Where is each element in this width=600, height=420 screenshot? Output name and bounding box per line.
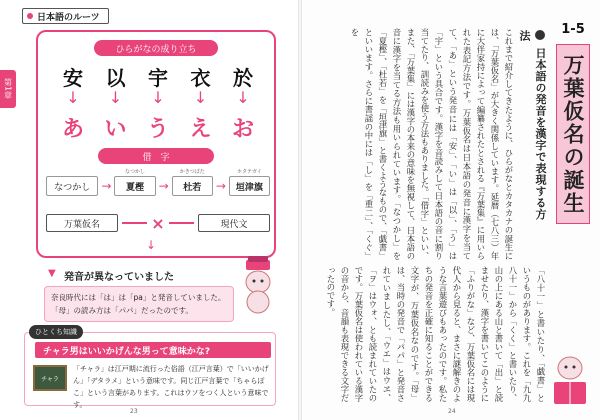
down-arrow-icon: ↓ [146, 238, 157, 252]
body-text-upper: これまで紹介してきたように、ひらがなとカタカナの誕生には、「万葉仮名」が大きく関係しています。延暦（七八三）年に大伴家持によって編纂されたとされる『万葉集』に用いられた表記方法です。万葉仮名は日本語の発音に漢字を当てて、「あ」という発音には「安」、「い」は「以」、「う」は「宇」という具合です。漢字を音読みして日本語の音に割り当てたり、訓読みを使う方法もありました。「借字」といい、また、「万葉集」には漢字の本来の意味を無視して、日本語の音に漢字を当てる方法も用いられています。「なつかし」を「夏樫」、「杜若」を「垣津旗」と書くようなもので、「戯書」といいます。さらに書謡の中には「し」を「重二」、「くぐ」を [350, 28, 514, 260]
kana-char: う [146, 117, 169, 142]
kana-char: い [104, 117, 127, 142]
tips-label: ひとくち知識 [29, 325, 83, 339]
shakuji-item [229, 169, 270, 196]
down-arrow-icon: ↓ [193, 88, 208, 107]
mascot-reading-icon [548, 352, 592, 410]
diagram-title: ひらがなの成り立ち [94, 40, 218, 56]
arrow-row [58, 90, 258, 106]
kanji-char: 宇 [148, 66, 168, 90]
section-label: 日本語のルーツ [22, 8, 109, 24]
mascot-icon [238, 256, 278, 314]
difference-text: 発音が異なっていました [64, 272, 174, 283]
shakuji-row [46, 169, 270, 200]
shakuji-item [172, 169, 213, 196]
note-box: 奈良時代には「は」は「pa」と発音していました。「母」の読み方は「パパ」だったのです。 [44, 286, 234, 322]
book-gutter [298, 0, 302, 420]
down-arrow-icon: ↓ [108, 88, 123, 107]
lead-text: 日本語の発音を漢字で表現する方法 [518, 30, 547, 220]
shakuji-title: 借 字 [98, 148, 214, 164]
eq-connector [169, 222, 194, 224]
body-text-lower: 「八十一」と書いたり、「戯書」というものがあります。これを「九九八十一」から「くく」と書いたり、山の上にある山と書いて「出」と読ませたり、漢字を書いてこのように「ふりがな」など、万葉仮名には現代人から見ると、まさに謎解きのような言葉遊びもあったのです。私たちの発音を正確に知ることができる文字が、万葉仮名なのです。「母」は、当時の発音で「パパ」と発音されていましたし、「ウエ」はウヱ、「ヲ」はウォ、とも読まれていたのです。万葉仮名は使われている漢字の音から、音韻も表現できる文字だったのです。 [326, 266, 546, 402]
eq-connector [122, 222, 147, 224]
shakuji-source: なつかし [46, 176, 98, 196]
down-arrow-icon: ↓ [236, 88, 250, 107]
right-arrow-icon: → [158, 179, 169, 193]
kana-char: お [231, 117, 254, 142]
kanji-char: 以 [105, 66, 126, 90]
tips-box [24, 328, 276, 409]
down-arrow-icon: ↓ [66, 88, 80, 107]
section-number: 1-5 [561, 22, 585, 37]
kana-char: え [189, 117, 212, 142]
comparison-equation [46, 212, 270, 234]
shakuji-ruby: かきつばた [179, 169, 205, 175]
down-arrow-icon: ▼ [48, 268, 56, 279]
kanji-row [58, 62, 258, 91]
shakuji-ruby: ホタテガイ [237, 169, 262, 175]
down-arrow-icon: ↓ [151, 88, 165, 107]
kanji-char: 於 [233, 66, 253, 90]
eq-right-box: 現代文 [198, 214, 270, 232]
chapter-tab[interactable]: 第1章 [0, 70, 16, 108]
eq-left-box: 万葉仮名 [46, 214, 118, 232]
page-number: 24 [448, 408, 456, 415]
kana-char: あ [61, 117, 84, 142]
page-number: 23 [130, 408, 138, 415]
not-equal-icon: × [151, 213, 165, 233]
shakuji-ruby: なつかし [125, 169, 146, 175]
page-title: 万葉仮名の誕生 [556, 44, 590, 224]
section-title-block [556, 22, 590, 232]
shakuji-text: 夏樫 [126, 182, 145, 193]
lead-heading [518, 30, 548, 230]
kanji-char: 安 [63, 66, 83, 90]
shakuji-item [114, 169, 155, 196]
kana-row [58, 112, 258, 143]
chalkboard-icon: チャラ [33, 365, 67, 391]
right-arrow-icon: → [101, 179, 112, 193]
hiragana-origin-diagram [36, 30, 276, 258]
tips-question: チャラ男はいいかげんな男って意味かな? [35, 342, 271, 358]
shakuji-text: 垣津旗 [235, 182, 263, 193]
kanji-char: 衣 [190, 66, 211, 90]
tips-body: 「チャラ」は江戸期に流行った俗語（江戸言葉）で「いいかげん」「デタラメ」という意味です。同じ江戸言葉で「ちゃらぽこ」という言葉があります。これはウソをつく人という意味です。 [73, 365, 269, 409]
right-arrow-icon: → [215, 179, 226, 193]
bullet-icon [535, 30, 545, 40]
shakuji-text: 杜若 [183, 182, 202, 193]
